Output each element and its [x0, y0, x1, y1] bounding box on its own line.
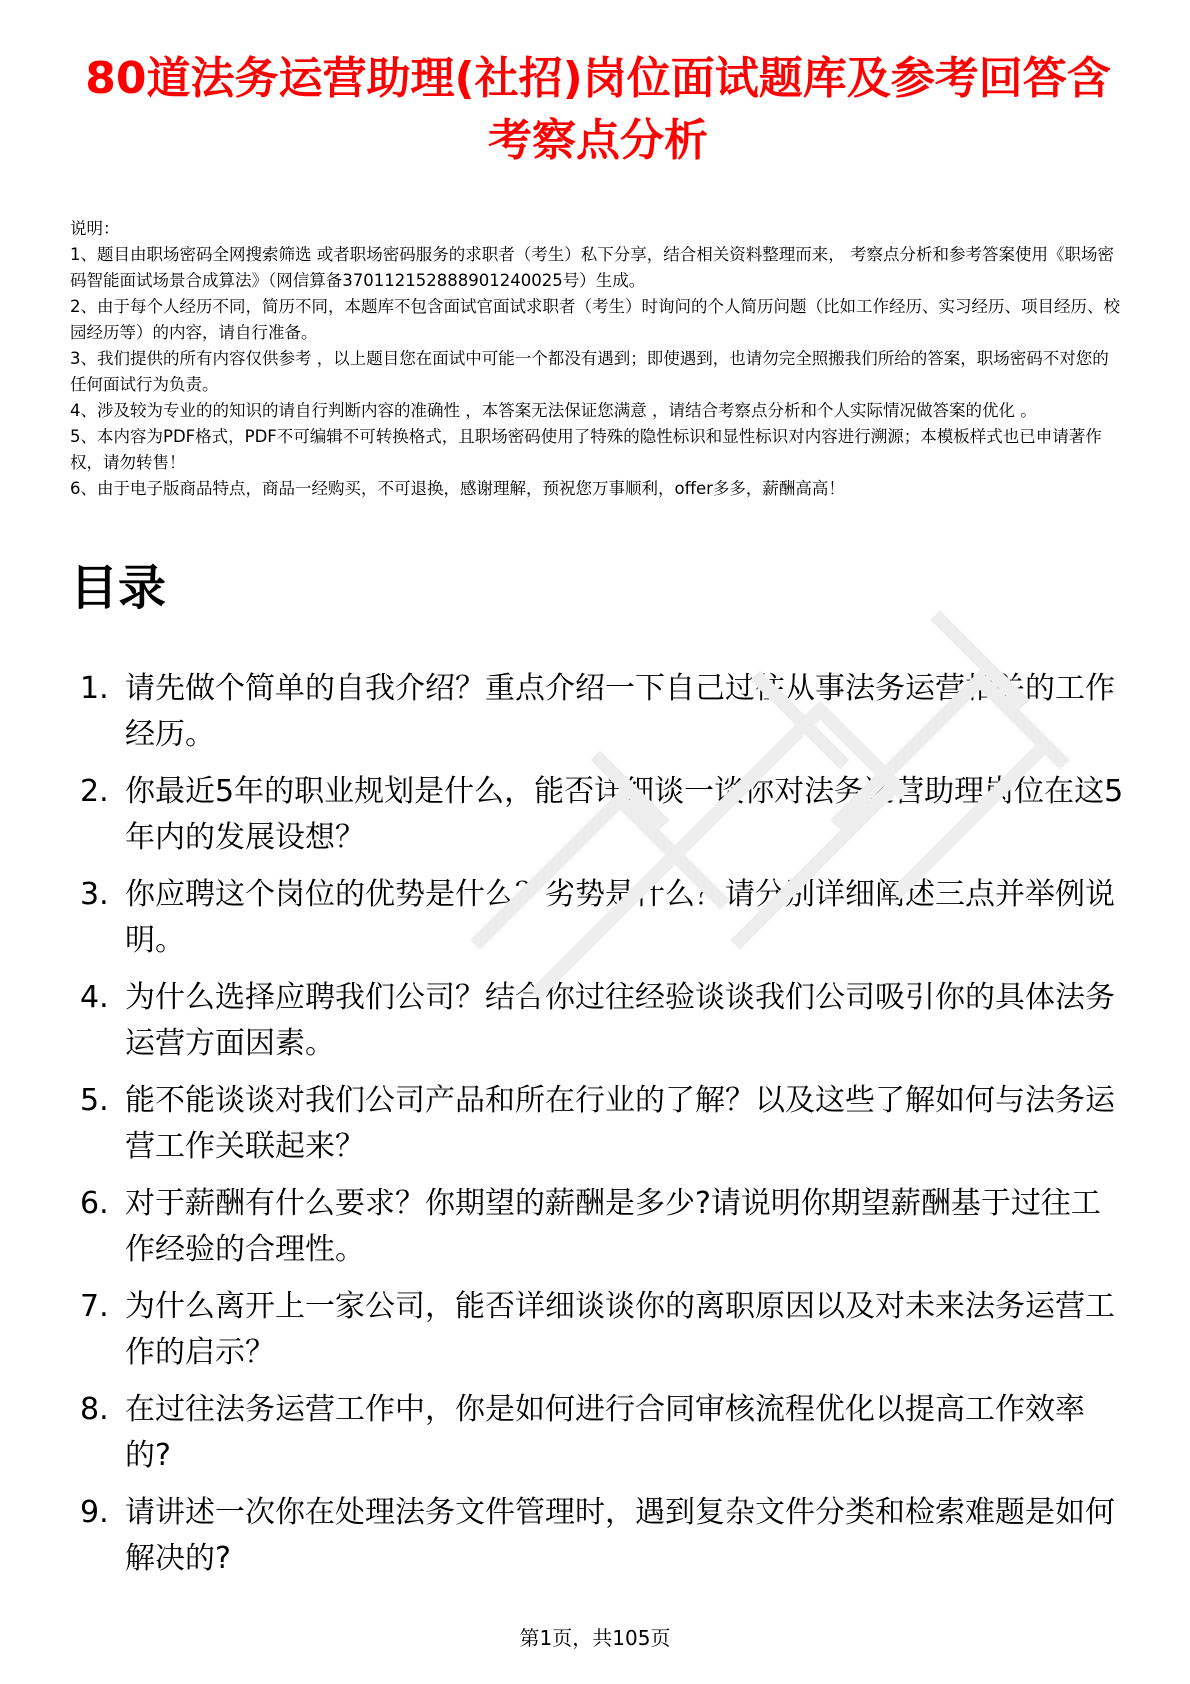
note-item-5: 5、本内容为PDF格式，PDF不可编辑不可转换格式，且职场密码使用了特殊的隐性标识和显性标识对内容进行溯源；本模板样式也已申请著作权，请勿转售！	[70, 427, 1102, 472]
toc-item-text[interactable]: 能不能谈谈对我们公司产品和所在行业的了解？以及这些了解如何与法务运营工作关联起来？	[125, 1083, 1115, 1164]
toc-item-number: 2.	[80, 774, 109, 809]
note-item-4: 4、涉及较为专业的的知识的请自行判断内容的准确性 ，本答案无法保证您满意 ，请结合考察点分析和个人实际情况做答案的优化 。	[70, 401, 1037, 420]
notes-section	[70, 216, 1120, 502]
note-item-6: 6、由于电子版商品特点，商品一经购买，不可退换，感谢理解，预祝您万事顺利，offer多多，薪酬高高！	[70, 479, 845, 498]
toc-item-number: 9.	[80, 1495, 109, 1530]
toc-item[interactable]	[70, 1284, 1126, 1376]
toc-item[interactable]	[70, 1078, 1126, 1170]
toc-item-text[interactable]: 请讲述一次你在处理法务文件管理时，遇到复杂文件分类和检索难题是如何解决的?	[125, 1495, 1115, 1576]
toc-item-number: 8.	[80, 1392, 109, 1427]
toc-item[interactable]	[70, 769, 1126, 861]
toc-item-number: 1.	[80, 671, 109, 706]
toc-item-number: 4.	[80, 980, 109, 1015]
note-item-3: 3、我们提供的所有内容仅供参考 ，以上题目您在面试中可能一个都没有遇到；即使遇到，也请勿完全照搬我们所给的答案，职场密码不对您的任何面试行为负责。	[70, 349, 1109, 394]
toc-item-text[interactable]: 在过往法务运营工作中，你是如何进行合同审核流程优化以提高工作效率的?	[125, 1392, 1085, 1473]
toc-item-number: 7.	[80, 1289, 109, 1324]
toc-list	[70, 666, 1126, 1582]
toc-item[interactable]	[70, 872, 1126, 964]
toc-item[interactable]	[70, 666, 1126, 758]
page-footer: 第1页，共105页	[519, 1626, 671, 1650]
note-item-1: 1、题目由职场密码全网搜索筛选 或者职场密码服务的求职者（考生）私下分享，结合相关资料整理而来， 考察点分析和参考答案使用《职场密码智能面试场景合成算法》（网信算备370112152888901240025号）生成。	[70, 245, 1114, 290]
notes-heading: 说明：	[70, 219, 120, 238]
toc-item-text[interactable]: 请先做个简单的自我介绍？重点介绍一下自己过往从事法务运营相关的工作经历。	[125, 671, 1115, 752]
toc-item[interactable]	[70, 975, 1126, 1067]
toc-item-number: 6.	[80, 1186, 109, 1221]
toc-item[interactable]	[70, 1181, 1126, 1273]
toc-item-text[interactable]: 你应聘这个岗位的优势是什么？劣势是什么？请分别详细阐述三点并举例说明。	[125, 877, 1115, 958]
note-item-2: 2、由于每个人经历不同，简历不同，本题库不包含面试官面试求职者（考生）时询问的个人简历问题（比如工作经历、实习经历、项目经历、校园经历等）的内容，请自行准备。	[70, 297, 1120, 342]
toc-item[interactable]	[70, 1387, 1126, 1479]
toc-item-number: 3.	[80, 877, 109, 912]
toc-item-text[interactable]: 为什么离开上一家公司，能否详细谈谈你的离职原因以及对未来法务运营工作的启示？	[125, 1289, 1115, 1370]
toc-heading: 目录	[70, 560, 167, 616]
document-title: 80道法务运营助理(社招)岗位面试题库及参考回答含考察点分析	[85, 53, 1111, 166]
toc-item[interactable]	[70, 1490, 1126, 1582]
toc-item-text[interactable]: 对于薪酬有什么要求？你期望的薪酬是多少?请说明你期望薪酬基于过往工作经验的合理性。	[125, 1186, 1101, 1267]
toc-item-text[interactable]: 你最近5年的职业规划是什么，能否详细谈一谈你对法务运营助理岗位在这5年内的发展设想？	[125, 774, 1124, 855]
toc-item-text[interactable]: 为什么选择应聘我们公司？结合你过往经验谈谈我们公司吸引你的具体法务运营方面因素。	[125, 980, 1115, 1061]
toc-item-number: 5.	[80, 1083, 109, 1118]
